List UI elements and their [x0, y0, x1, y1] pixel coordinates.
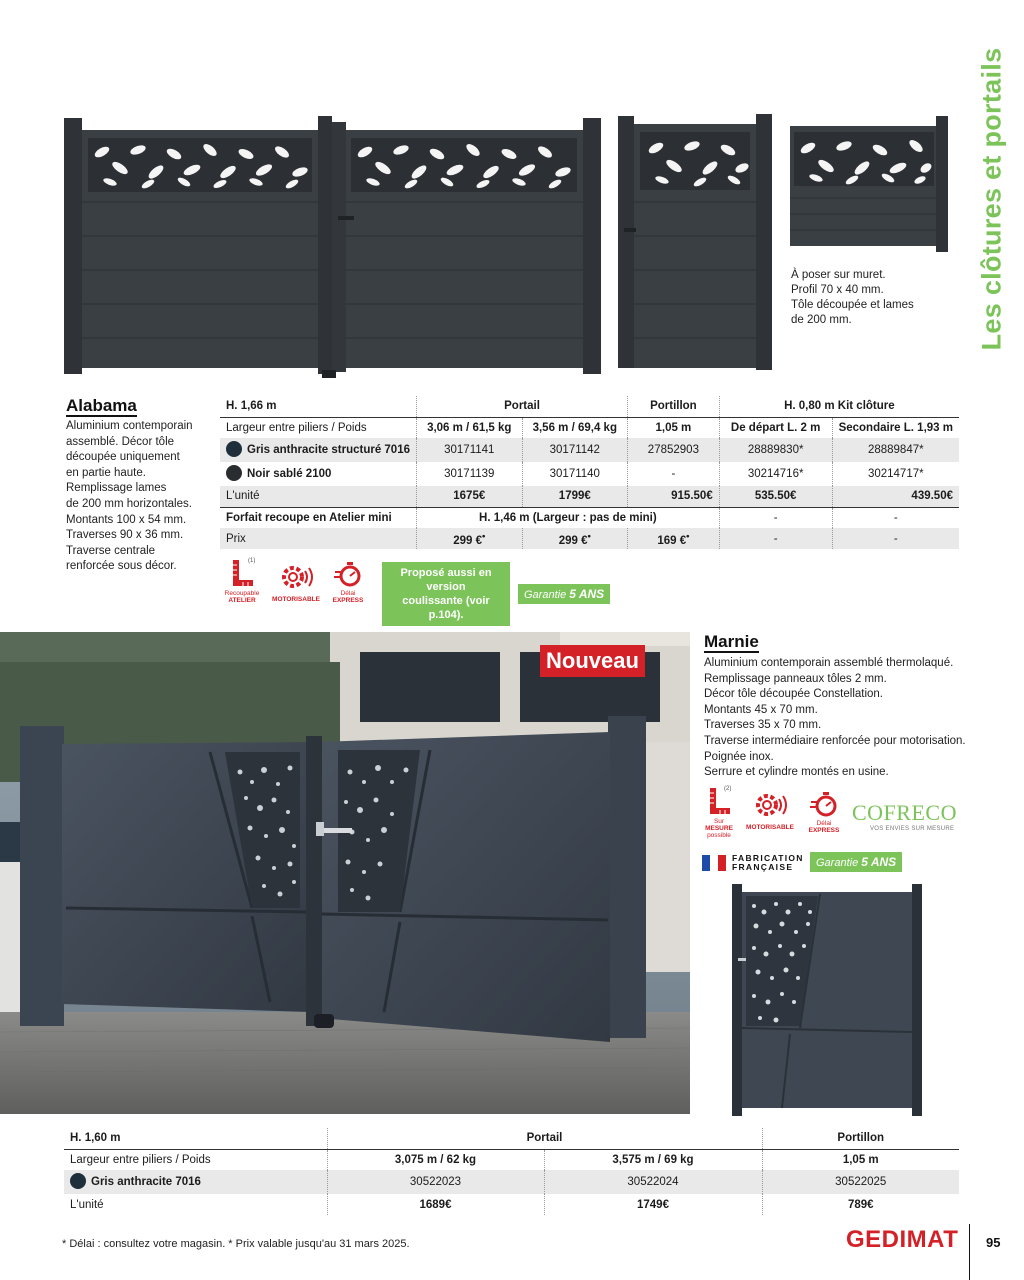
table-cell: Secondaire L. 1,93 m [832, 417, 959, 438]
table-cell: 30171142 [522, 438, 628, 462]
table-cell: 3,575 m / 69 kg [544, 1149, 762, 1170]
table-row [220, 528, 959, 549]
marnie-description: Aluminium contemporain assemblé thermolaqué. Remplissage panneaux tôles 2 mm. Décor tôle découpée Constellation. Montants 45 x 70 mm. Traverses 35 x 70 mm. Traverse intermédiaire renforcée pour motorisation. Poignée inox. Serrure et cylindre montés en usine. [704, 657, 966, 779]
table-cell: 1,05 m [628, 417, 720, 438]
table-cell: 3,56 m / 69,4 kg [522, 417, 628, 438]
alabama-portillon-image [616, 110, 776, 372]
table-row [64, 1170, 959, 1194]
color-swatch [226, 465, 242, 481]
table-cell: L'unité [220, 486, 417, 507]
stopwatch-icon [333, 560, 363, 588]
table-row [220, 396, 959, 417]
table-row [220, 486, 959, 507]
header-portillon: Portillon [628, 396, 720, 417]
header-portillon: Portillon [762, 1128, 959, 1149]
table-cell: 30214716* [719, 462, 832, 486]
alabama-garantie-badge: Garantie 5 ANS [518, 584, 610, 604]
stopwatch-icon [809, 790, 839, 818]
price-cell: 915.50€ [628, 486, 720, 507]
table-row [64, 1194, 959, 1215]
page-number: 95 [986, 1235, 1001, 1250]
marnie-spec-table [64, 1128, 959, 1215]
table-cell: 3,075 m / 62 kg [327, 1149, 544, 1170]
table-cell: 30522023 [327, 1170, 544, 1194]
table-row [220, 507, 959, 528]
marnie-portillon-image [730, 882, 924, 1118]
price-cell: 439.50€ [832, 486, 959, 507]
table-cell: - [719, 507, 832, 528]
table-row [220, 417, 959, 438]
table-cell: 30171141 [417, 438, 523, 462]
table-cell: Forfait recoupe en Atelier mini [220, 507, 417, 528]
price-cell: 299 €• [522, 528, 628, 549]
gear-motor-icon [278, 562, 314, 592]
table-cell: 30171140 [522, 462, 628, 486]
price-cell: 1689€ [327, 1194, 544, 1215]
delai-express-badge: Délai EXPRESS [330, 560, 366, 604]
marnie-portail-photo [0, 632, 690, 1114]
table-cell: 1,05 m [762, 1149, 959, 1170]
color-gris-anthracite: Gris anthracite 7016 [64, 1170, 327, 1194]
table-row [220, 438, 959, 462]
price-cell: 789€ [762, 1194, 959, 1215]
alabama-portail-image [60, 112, 605, 382]
price-cell: 169 €• [628, 528, 720, 549]
table-cell: 30522025 [762, 1170, 959, 1194]
price-cell: 299 €• [417, 528, 523, 549]
table-cell: 27852903 [628, 438, 720, 462]
fabrication-francaise: FABRICATION FRANÇAISE [732, 853, 804, 872]
sur-mesure-badge: (2) Sur MESURE possible [705, 786, 733, 839]
header-portail: Portail [417, 396, 628, 417]
table-cell: 3,06 m / 61,5 kg [417, 417, 523, 438]
gear-motor-icon [752, 790, 788, 820]
table-cell: L'unité [70, 1198, 104, 1211]
table-row [64, 1128, 959, 1149]
color-swatch [226, 441, 242, 457]
table-cell: 30214717* [832, 462, 959, 486]
table-row [220, 462, 959, 486]
table-cell: 30522024 [544, 1170, 762, 1194]
header-kit-cloture: H. 0,80 m Kit clôture [719, 396, 959, 417]
page-divider [969, 1224, 970, 1280]
motorisable-badge: MOTORISABLE [270, 562, 322, 603]
price-cell: 1675€ [417, 486, 523, 507]
table-cell: Largeur entre piliers / Poids [220, 417, 417, 438]
table-cell: - [719, 528, 832, 549]
table-cell: Largeur entre piliers / Poids [64, 1149, 327, 1170]
motorisable-badge: MOTORISABLE [744, 790, 796, 831]
table-cell: De départ L. 2 m [719, 417, 832, 438]
price-cell: 1799€ [522, 486, 628, 507]
cofreco-tagline: VOS ENVIES SUR MESURE [870, 826, 955, 832]
footnote: * Délai : consultez votre magasin. * Prix valable jusqu'au 31 mars 2025. [62, 1238, 410, 1250]
alabama-description: Aluminium contemporain assemblé. Décor tôle découpée uniquement en partie haute. Remplissage lames de 200 mm horizontales. Montants 100 x 54 mm. Traverses 90 x 36 mm. Traverse centrale renforcée sous décor. [66, 420, 193, 573]
color-gris-anthracite: Gris anthracite structuré 7016 [220, 438, 417, 462]
alabama-kit-cloture-image [788, 114, 952, 254]
price-cell: 1749€ [544, 1194, 762, 1215]
color-swatch [70, 1173, 86, 1189]
marnie-title: Marnie [704, 632, 759, 651]
kit-cloture-caption: À poser sur muret. Profil 70 x 40 mm. Tôle découpée et lames de 200 mm. [791, 269, 914, 326]
table-cell: 30171139 [417, 462, 523, 486]
cofreco-logo: COFRECO [852, 800, 957, 825]
table-cell: - [832, 507, 959, 528]
price-cell: 535.50€ [719, 486, 832, 507]
coulissante-note: Proposé aussi en version coulissante (voir p.104). [382, 562, 510, 626]
table-row [64, 1149, 959, 1170]
table-cell: - [628, 462, 720, 486]
height-label: H. 1,66 m [226, 400, 277, 413]
table-cell: - [832, 528, 959, 549]
gedimat-logo: GEDIMAT [846, 1226, 959, 1253]
color-noir-sable: Noir sablé 2100 [220, 462, 417, 486]
nouveau-badge: Nouveau [540, 645, 645, 677]
header-portail: Portail [327, 1128, 762, 1149]
french-flag-icon [702, 855, 726, 871]
side-title: Les clôtures et portails [976, 47, 1007, 351]
table-cell: Prix [220, 528, 417, 549]
table-cell: 28889830* [719, 438, 832, 462]
alabama-title: Alabama [66, 396, 137, 415]
table-cell: 28889847* [832, 438, 959, 462]
height-label: H. 1,60 m [70, 1132, 121, 1145]
delai-express-badge: Délai EXPRESS [806, 790, 842, 834]
alabama-spec-table [220, 396, 959, 549]
recoupable-atelier-badge: (1) Recoupable ATELIER [224, 558, 260, 604]
table-cell: H. 1,46 m (Largeur : pas de mini) [417, 507, 720, 528]
marnie-garantie-badge: Garantie 5 ANS [810, 852, 902, 872]
